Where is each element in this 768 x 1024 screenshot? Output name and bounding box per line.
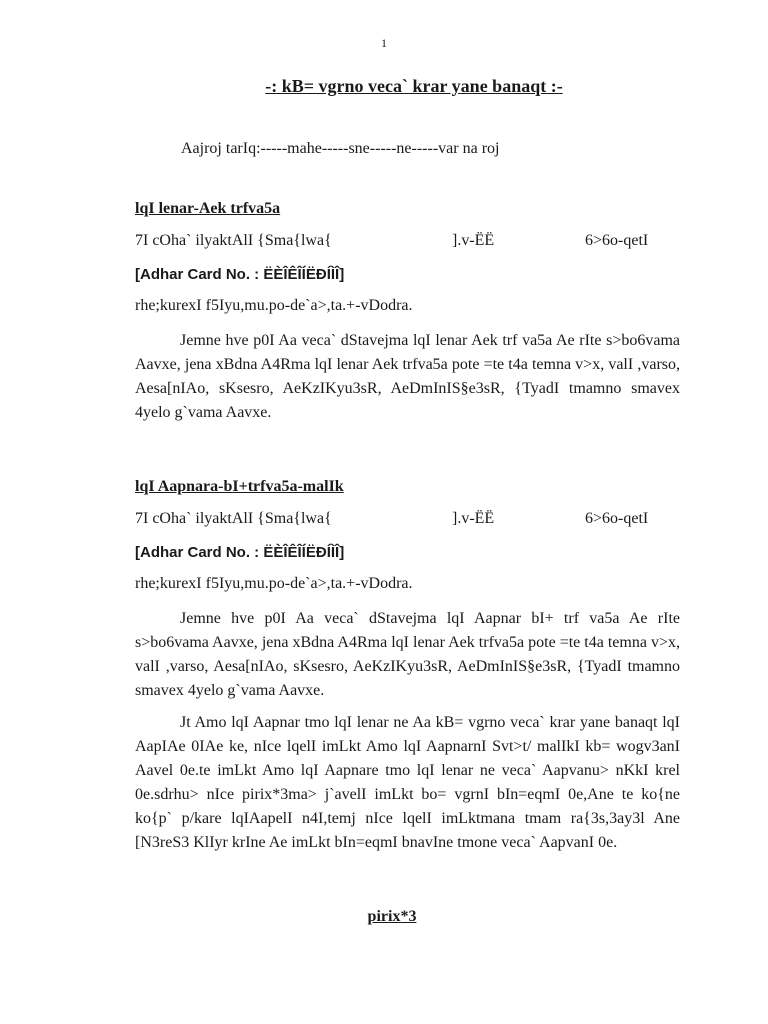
agreement-paragraph: Jt Amo lqI Aapnar tmo lqI lenar ne Aa kB= vgrno veca` krar yane banaqt lqI AapIAe 0IAe ke, nIce lqelI imLkt Amo lqI AapnarnI Svt>t/ malIkI kb= wogv3anI Aavel 0e.te imLkt Amo lqI Aapnare tmo lqI lenar ne veca` Aapvanu> nKkI krel 0e.sdrhu> nIce pirix*3ma> j`avelI imLkt bo= vgrnI bIn=eqmI 0e,Ane te ko{ne ko{p` p/kare lqIAapelI n4I,temj nIce lqelI imLktmana tmam ra{3s,3ay3l Ane [N3reS3 KlIyr krIne Ae imLkt bIn=eqmI bnavIne tmone veca` AapvanI 0e. [135, 714, 680, 851]
buyer-paragraph: Jemne hve p0I Aa veca` dStavejma lqI Aapnar bI+ trf va5a Ae rIte s>bo6vama Aavxe, jena xBdna A4Rma lqI lenar Aek trfva5a pote =te t4a temna v>x, valI ,varso, Aesa[nIAo, sKsesro, AeKzIKyu3sR, AeDmInIS§e3sR, {TyadI tmamno smavex 4yelo g`vama Aavxe. [135, 610, 680, 699]
buyer-heading: lqI Aapnara-bI+trfva5a-malIk [135, 478, 344, 495]
page-number: 1 [381, 36, 387, 50]
buyer-age: ].v-ËË [452, 510, 495, 527]
buyer-section [135, 478, 680, 855]
seller-name-line [135, 232, 680, 252]
buyer-address: rhe;kurexI f5Iyu,mu.po-de`a>,ta.+-vDodra. [135, 575, 413, 592]
buyer-adhar: [Adhar Card No. : ËÈÎÊÎÍËÐÍÌÎ] [135, 544, 345, 561]
seller-age: ].v-ËË [452, 232, 495, 249]
buyer-name: 7I cOha` ilyaktAlI {Sma{lwa{ [135, 510, 332, 527]
schedule-heading: pirix*3 [367, 908, 417, 925]
seller-occupation: 6>6o-qetI [585, 232, 649, 249]
seller-heading: lqI lenar-Aek trfva5a [135, 200, 281, 217]
buyer-occupation: 6>6o-qetI [585, 510, 649, 527]
document-title: -: kB= vgrno veca` krar yane banaqt :- [265, 76, 563, 96]
buyer-name-line [135, 510, 680, 530]
seller-section [135, 200, 680, 425]
seller-address: rhe;kurexI f5Iyu,mu.po-de`a>,ta.+-vDodra. [135, 297, 413, 314]
date-line: Aajroj tarIq:-----mahe-----sne-----ne-----var na roj [181, 140, 500, 157]
seller-adhar: [Adhar Card No. : ËÈÎÊÎÍËÐÍÌÎ] [135, 266, 345, 283]
seller-name: 7I cOha` ilyaktAlI {Sma{lwa{ [135, 232, 332, 249]
seller-paragraph: Jemne hve p0I Aa veca` dStavejma lqI lenar Aek trf va5a Ae rIte s>bo6vama Aavxe, jena xBdna A4Rma lqI lenar Aek trfva5a pote =te t4a temna v>x, valI ,varso, Aesa[nIAo, sKsesro, AeKzIKyu3sR, AeDmInIS§e3sR, {TyadI tmamno smavex 4yelo g`vama Aavxe. [135, 332, 680, 421]
